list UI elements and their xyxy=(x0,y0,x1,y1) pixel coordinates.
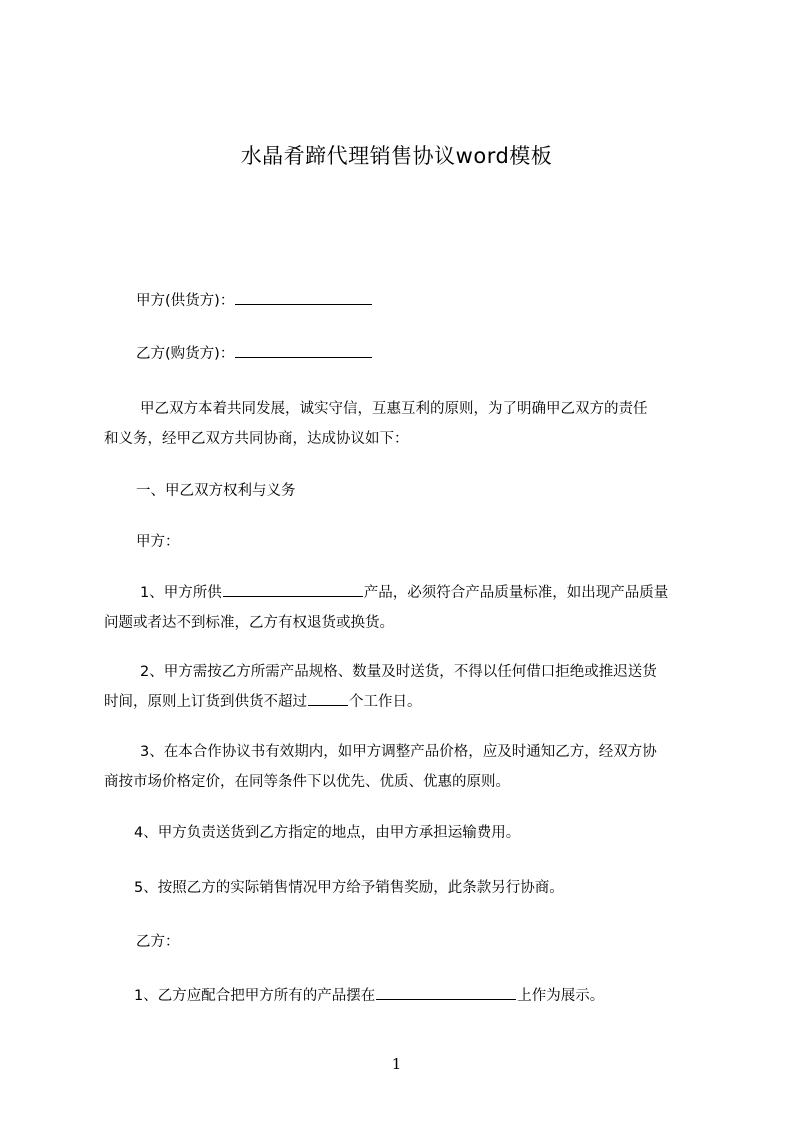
clause-a4: 4、甲方负责送货到乙方指定的地点，由甲方承担运输费用。 xyxy=(134,825,521,841)
document-title: 水晶肴蹄代理销售协议word模板 xyxy=(240,144,553,168)
clause-a1-blank xyxy=(223,581,363,597)
intro-line-2: 和义务，经甲乙双方共同协商，达成协议如下： xyxy=(104,431,409,447)
party-a-line xyxy=(104,286,746,316)
clause-a3 xyxy=(104,737,714,797)
clause-b1-text-2: 上作为展示。 xyxy=(517,988,605,1004)
party-a-label: 甲方(供货方)： xyxy=(136,293,235,309)
clause-a1-line-2: 问题或者达不到标准，乙方有权退货或换货。 xyxy=(104,615,394,631)
clause-a2-text-2: 个工作日。 xyxy=(349,694,422,710)
intro-line-1: 甲乙双方本着共同发展，诚实守信，互惠互利的原则，为了明确甲乙双方的责任 xyxy=(140,401,648,417)
clause-a1-text-2: 产品，必须符合产品质量标准，如出现产品质量 xyxy=(363,585,669,601)
section-1-heading: 一、甲乙双方权利与义务 xyxy=(136,483,296,499)
clause-a2-blank xyxy=(308,690,348,706)
party-a-heading: 甲方： xyxy=(136,534,180,550)
party-b-blank xyxy=(235,342,372,358)
clause-a3-line-1: 3、在本合作协议书有效期内，如甲方调整产品价格，应及时通知乙方，经双方协 xyxy=(140,744,657,760)
clause-a2-line-2 xyxy=(104,687,714,717)
clause-a2 xyxy=(104,657,714,717)
party-b-heading: 乙方： xyxy=(136,934,180,950)
clause-a2-text-1: 时间，原则上订货到供货不超过 xyxy=(104,694,307,710)
clause-b1-blank xyxy=(376,984,516,1000)
intro-paragraph xyxy=(104,394,714,454)
clause-a3-line-2: 商按市场价格定价，在同等条件下以优先、优质、优惠的原则。 xyxy=(104,774,510,790)
party-b-line xyxy=(104,339,746,369)
clause-a1 xyxy=(104,578,714,638)
clause-a1-line-1 xyxy=(104,578,714,608)
party-a-blank xyxy=(235,289,372,305)
party-b-label: 乙方(购货方)： xyxy=(136,346,235,362)
clause-b1 xyxy=(104,981,744,1011)
clause-a2-line-1: 2、甲方需按乙方所需产品规格、数量及时送货，不得以任何借口拒绝或推迟送货 xyxy=(140,664,657,680)
clause-b1-text-1: 1、乙方应配合把甲方所有的产品摆在 xyxy=(134,988,376,1004)
page-number: 1 xyxy=(391,1055,402,1073)
clause-a1-text-1: 1、甲方所供 xyxy=(140,585,222,601)
clause-a5: 5、按照乙方的实际销售情况甲方给予销售奖励，此条款另行协商。 xyxy=(134,880,564,896)
